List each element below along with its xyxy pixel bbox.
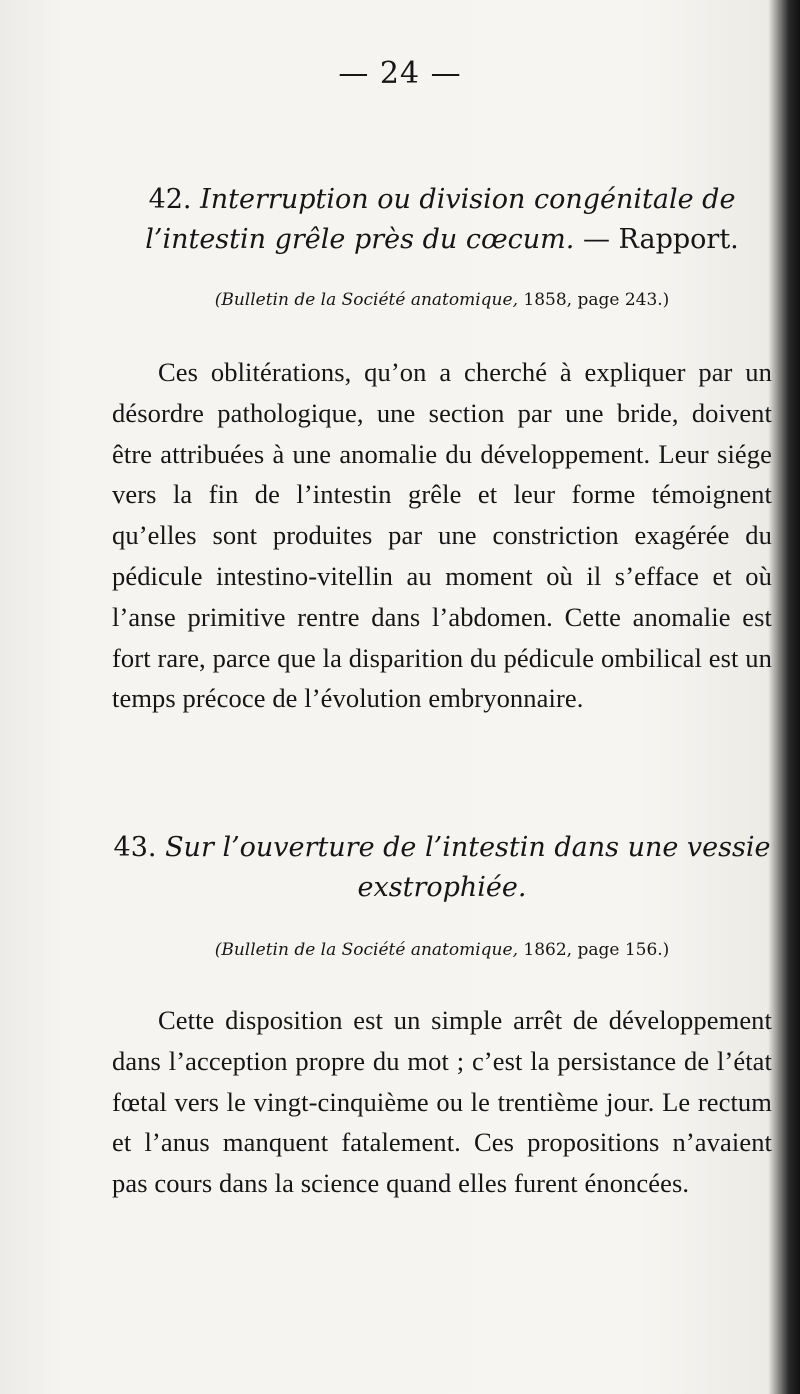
section-title-suffix: — Rapport. xyxy=(582,224,739,255)
paragraph: Cette disposition est un simple arrêt de développement dans l’acception propre du mot ; c’est la persistance de l’état fœtal vers le vingt-cinquième ou le trentième jour. Le rectum et l’anus manquent fatalement. Ces propositions n’avaient pas cours dans la science quand elles furent énoncées. xyxy=(112,1005,772,1199)
section-42-source xyxy=(112,290,772,310)
section-heading xyxy=(112,828,772,908)
section-title: Interruption ou division congénitale de l’intestin grêle près du cœcum. xyxy=(145,184,736,255)
source-details: 1862, page 156.) xyxy=(523,940,670,960)
section-43-source xyxy=(112,940,772,960)
paragraph: Ces oblitérations, qu’on a cherché à expliquer par un désordre pathologique, une section par une bride, doivent être attribuées à une anomalie du développement. Leur siége vers la fin de l’intestin grêle et leur forme témoignent qu’elles sont produites par une constriction exagérée du pédicule intestino-vitellin au moment où il s’efface et où l’anse primitive rentre dans l’abdomen. Cette anomalie est fort rare, parce que la disparition du pédicule ombilical est un temps précoce de l’évolution embryonnaire. xyxy=(112,357,772,714)
section-43 xyxy=(112,828,772,908)
section-title: Sur l’ouverture de l’intestin dans une vessie exstrophiée. xyxy=(165,832,771,903)
section-number: 42. xyxy=(148,184,192,215)
source-details: 1858, page 243.) xyxy=(523,290,670,310)
section-42-body xyxy=(112,352,772,719)
source-title: (Bulletin de la Société anatomique, xyxy=(214,290,518,310)
section-43-body xyxy=(112,1000,772,1204)
section-42 xyxy=(112,180,772,260)
page-number: — 24 — xyxy=(338,56,462,91)
section-heading xyxy=(112,180,772,260)
section-number: 43. xyxy=(113,832,157,863)
source-title: (Bulletin de la Société anatomique, xyxy=(214,940,518,960)
